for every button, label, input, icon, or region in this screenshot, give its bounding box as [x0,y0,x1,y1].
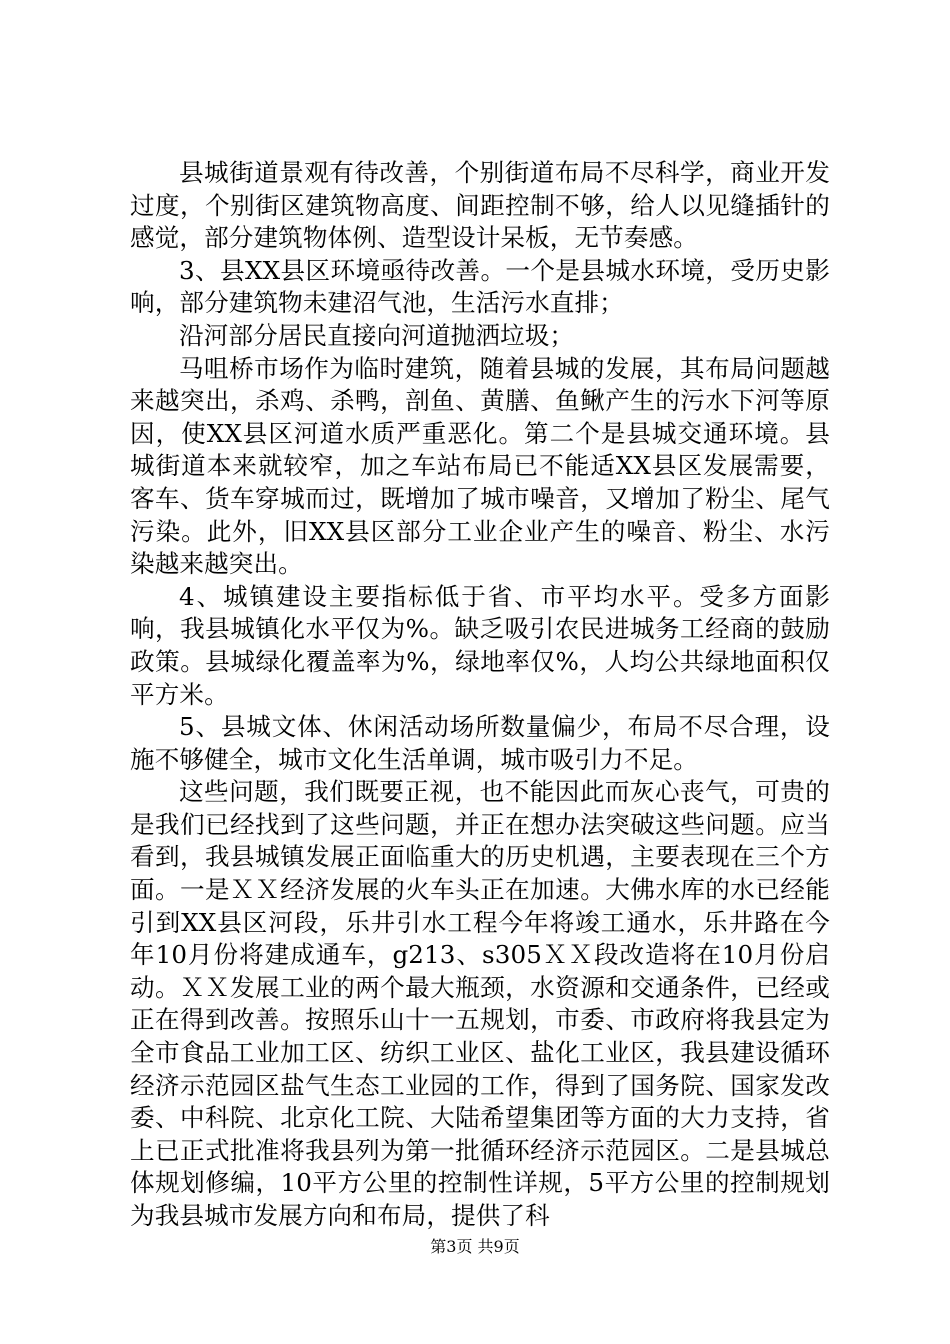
body-text [130,157,830,1233]
paragraph: 马咀桥市场作为临时建筑，随着县城的发展，其布局问题越来越突出，杀鸡、杀鸭，剖鱼、黄膳、鱼鳅产生的污水下河等原因，使XX县区河道水质严重恶化。第二个是县城交通环境。县城街道本来就较窄，加之车站布局已不能适XX县区发展需要，客车、货车穿城而过，既增加了城市噪音，又增加了粉尘、尾气污染。此外，旧XX县区部分工业企业产生的噪音、粉尘、水污染越来越突出。 [130,353,830,579]
paragraph: 3、县XX县区环境亟待改善。一个是县城水环境，受历史影响，部分建筑物未建沼气池，生活污水直排； [130,255,830,318]
paragraph: 这些问题，我们既要正视，也不能因此而灰心丧气，可贵的是我们已经找到了这些问题，并正在想办法突破这些问题。应当看到，我县城镇发展正面临重大的历史机遇，主要表现在三个方面。一是ＸＸ经济发展的火车头正在加速。大佛水库的水已经能引到XX县区河段，乐井引水工程今年将竣工通水，乐井路在今年10月份将建成通车，g213、s305ＸＸ段改造将在10月份启动。ＸＸ发展工业的两个最大瓶颈，水资源和交通条件，已经或正在得到改善。按照乐山十一五规划，市委、市政府将我县定为全市食品工业加工区、纺织工业区、盐化工业区，我县建设循环经济示范园区盐气生态工业园的工作，得到了国务院、国家发改委、中科院、北京化工院、大陆希望集团等方面的大力支持，省上已正式批准将我县列为第一批循环经济示范园区。二是县城总体规划修编，10平方公里的控制性详规，5平方公里的控制规划为我县城市发展方向和布局，提供了科 [130,777,830,1230]
paragraph: 沿河部分居民直接向河道抛洒垃圾； [179,320,575,350]
paragraph: 县城街道景观有待改善，个别街道布局不尽科学，商业开发过度，个别街区建筑物高度、间距控制不够，给人以见缝插针的感觉，部分建筑物体例、造型设计呆板，无节奏感。 [130,158,830,253]
paragraph: 4、城镇建设主要指标低于省、市平均水平。受多方面影响，我县城镇化水平仅为%。缺乏吸引农民进城务工经商的鼓励政策。县城绿化覆盖率为%，绿地率仅%，人均公共绿地面积仅平方米。 [130,581,830,709]
paragraph: 5、县城文体、休闲活动场所数量偏少，布局不尽合理，设施不够健全，城市文化生活单调，城市吸引力不足。 [130,712,830,774]
page-footer: 第3页 共9页 [430,1237,520,1256]
